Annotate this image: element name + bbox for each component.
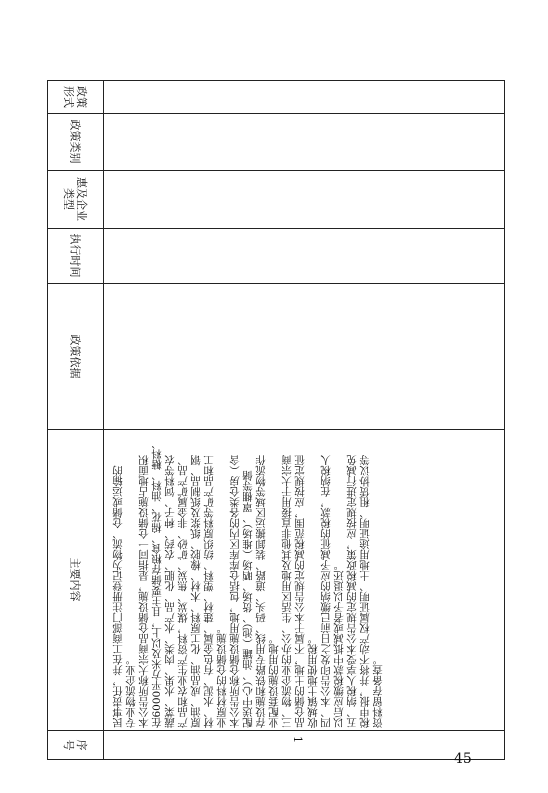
content-line: 品仓储的土地，不属于本公告规定的减税范围，应按规定征 <box>294 455 306 728</box>
header-policy-category <box>47 113 103 170</box>
row-divider <box>47 113 505 114</box>
content-line: 三、物流企业的办公、生活区用地及其他非直接用于大宗商 <box>281 455 293 728</box>
content-line: 配送中心）、油罐（池）、货场、晒场（堆场）、罩棚等储 <box>242 470 254 728</box>
header-main-content <box>47 429 103 730</box>
header-policy-basis-label: 政策依据 <box>68 334 82 378</box>
content-line: 资料留存备查。 <box>372 654 384 728</box>
row-divider <box>47 228 505 229</box>
content-line: 四、本公告印发之日前已缴纳的应予减征的税款，在纳税人 <box>320 455 332 728</box>
content-line: 专业物流企业。 <box>125 654 137 728</box>
row-divider <box>47 170 505 171</box>
page-number: 45 <box>454 751 472 767</box>
content-line: 蔬菜、水果、肉类、水产品、化肥、农药、种子、饲料等农 <box>164 455 176 728</box>
header-divider <box>103 80 104 760</box>
content-line: 本公告所称仓储设施用地，包括仓库库区内的各类仓房（含 <box>229 455 241 728</box>
header-seq-label: 序号 <box>62 739 88 751</box>
header-enterprise-type <box>47 170 103 228</box>
content-line: 材、水泥、有色金属、建材、塑料、纺织原料等矿产品和工 <box>203 455 215 728</box>
content-line: 业配套设施的用地。 <box>268 633 280 728</box>
header-policy-form-label: 政策形式 <box>62 85 88 108</box>
content-line: 五、纳税人享受本公告规定的减税政策，应按规定进行减免 <box>346 455 358 728</box>
header-policy-category-label: 政策类别 <box>68 119 82 164</box>
content-line: 收城镇土地使用税。 <box>307 633 319 728</box>
content-line: 产品和农业生产资料，煤炭、焦炭、矿砂、非金属矿产品、 <box>177 455 189 728</box>
main-content-cell <box>108 432 502 728</box>
content-line: 税申报，并将不动产权属证明、土地用途证明、租赁协议等 <box>359 455 371 728</box>
header-policy-form <box>47 80 103 113</box>
content-line: 业原材料的仓储设施。 <box>216 623 228 728</box>
row-divider <box>47 429 505 430</box>
header-seq <box>47 730 103 760</box>
header-policy-basis <box>47 283 103 429</box>
row-divider <box>47 283 505 284</box>
row-seq: 1 <box>291 736 305 743</box>
header-exec-time <box>47 228 103 283</box>
content-line: 以后应缴税款中抵减或者予以退还。 <box>333 560 345 728</box>
row-divider <box>47 730 505 731</box>
content-line: 存设施和铁路专用线、码头、道路、装卸搬运区域等物流作 <box>255 455 267 728</box>
content-line: 原油、成品油、化工原料、木材、橡胶、纸浆及纸制品、钢 <box>190 455 202 728</box>
content-line: 本公告所称大宗商品仓储设施，是指同一仓储设施占地面积 <box>138 455 150 728</box>
header-exec-time-label: 执行时间 <box>68 233 82 278</box>
header-enterprise-type-label: 惠及企业类型 <box>62 177 88 221</box>
content-line: 民事责任，并在工商部门注册登记为物流、仓储或运输的 <box>112 465 124 728</box>
content-line: 在6000平方米及以上，且主要储存粮食、棉花、油料、糖料、 <box>151 438 163 728</box>
header-main-content-label: 主要内容 <box>68 557 82 602</box>
